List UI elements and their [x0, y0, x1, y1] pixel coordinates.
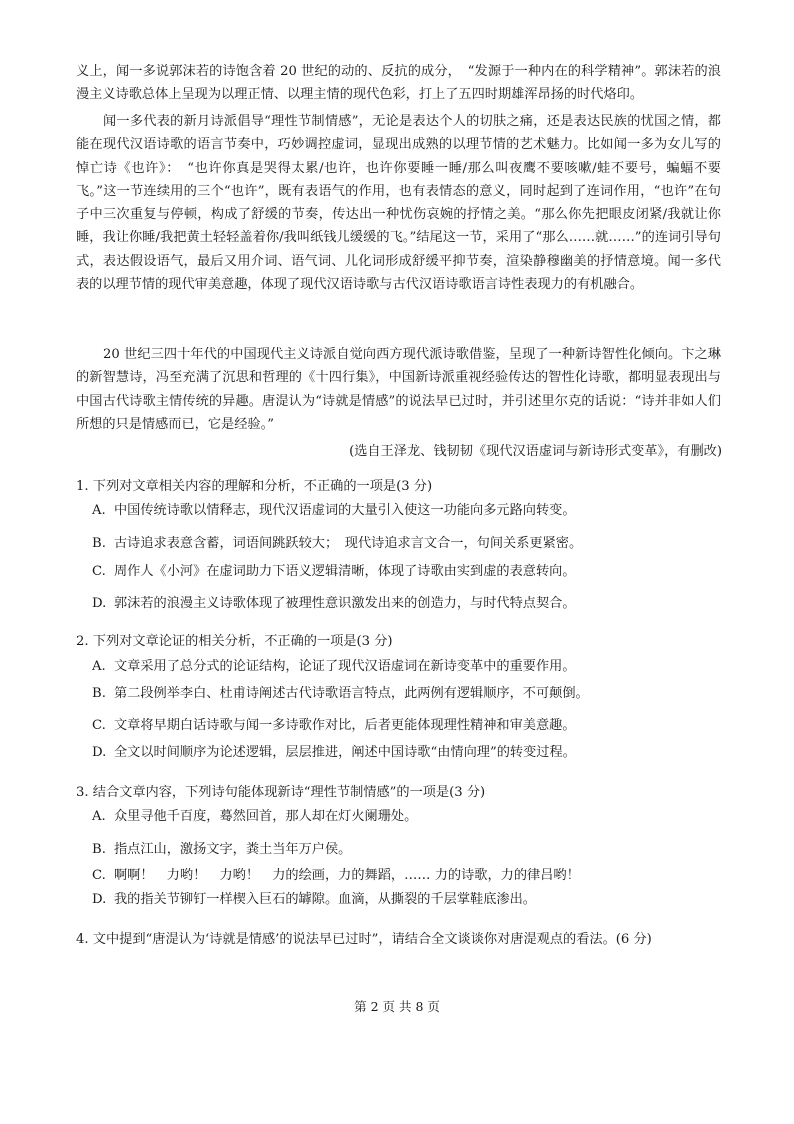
question-4-stem: 4. 文中提到“唐湜认为‘诗就是情感’的说法早已过时”，请结合全文谈谈你对唐湜观点的看法。(6 分)	[76, 932, 652, 947]
option-letter: B.	[92, 686, 106, 701]
option-text: 第二段例举李白、杜甫诗阐述古代诗歌语言特点，此两例有逻辑顺序，不可颠倒。	[114, 686, 589, 701]
option-text: 全文以时间顺序为论述逻辑，层层推进，阐述中国诗歌“由情向理”的转变过程。	[114, 745, 576, 760]
question-2-option-c	[92, 716, 732, 736]
article-source: (选自王泽龙、钱韧韧《现代汉语虚词与新诗形式变革》，有删改)	[349, 444, 722, 459]
option-text: 中国传统诗歌以情释志，现代汉语虚词的大量引入使这一功能向多元路向转变。	[114, 503, 576, 518]
question-3-option-b	[92, 840, 732, 860]
question-3-stem: 3. 结合文章内容，下列诗句能体现新诗“理性节制情感”的一项是(3 分)	[76, 785, 486, 800]
option-text: 文章采用了总分式的论证结构，论证了现代汉语虚词在新诗变革中的重要作用。	[114, 659, 576, 674]
option-text: 郭沫若的浪漫主义诗歌体现了被理性意识激发出来的创造力，与时代特点契合。	[114, 596, 576, 611]
page-number-footer: 第 2 页 共 8 页	[354, 999, 440, 1014]
option-text: 我的指关节铆钉一样楔入巨石的罅隙。血滴，从撕裂的千层掌鞋底渗出。	[114, 892, 536, 907]
option-letter: D.	[92, 892, 107, 907]
question-1-stem: 1. 下列对文章相关内容的理解和分析，不正确的一项是(3 分)	[76, 479, 433, 494]
option-letter: A.	[92, 503, 106, 518]
question-1-option-b	[92, 534, 732, 554]
option-text: 指点江山，激扬文字，粪土当年万户侯。	[114, 842, 352, 857]
option-text: 古诗追求表意含蓄，词语间跳跃较大； 现代诗追求言文合一，句间关系更紧密。	[114, 536, 583, 551]
question-3-option-a	[92, 807, 732, 827]
question-2-option-a	[92, 657, 732, 677]
question-1-option-a	[92, 501, 732, 521]
option-letter: D.	[92, 745, 107, 760]
question-2-stem: 2. 下列对文章论证的相关分析，不正确的一项是(3 分)	[76, 634, 393, 649]
option-text: 周作人《小河》在虚词助力下语义逻辑清晰，体现了诗歌由实到虚的表意转向。	[114, 564, 576, 579]
question-1-option-d	[92, 594, 732, 614]
option-letter: C.	[92, 868, 106, 883]
option-letter: C.	[92, 718, 106, 733]
option-text: 文章将早期白话诗歌与闻一多诗歌作对比，后者更能体现理性精神和审美意趣。	[114, 718, 576, 733]
question-2-option-b	[92, 684, 732, 704]
option-text: 啊啊！ 力哟！ 力哟！ 力的绘画，力的舞蹈，…… 力的诗歌，力的律吕哟！	[114, 868, 580, 883]
question-3-option-c	[92, 866, 732, 886]
article-paragraph-2: 闻一多代表的新月诗派倡导“理性节制情感”，无论是表达个人的切肤之痛，还是表达民族的忧国之情，都能在现代汉语诗歌的语言节奏中，巧妙调控虚词，显现出成熟的以理节情的艺术魅力。比如闻一多为女儿写的悼亡诗《也许》： “也许你真是哭得太累/也许，也许你要睡一睡/那么叫夜鹰不要咳嗽/蛙不要号，蝙蝠不要飞。”这一节连续用的三个“也许”，既有表语气的作用，也有表情态的意义，同时起到了连词作用，“也许”在句子中三次重复与停顿，构成了舒缓的节奏，传达出一种忧伤哀婉的抒情之美。“那么你先把眼皮闭紧/我就让你睡，我让你睡/我把黄土轻轻盖着你/我叫纸钱儿缓缓的飞。”结尾这一节，采用了“那么……就……”的连词引导句式，表达假设语气，最后又用介词、语气词、儿化词形成舒缓平抑节奏，渲染静穆幽美的抒情意境。闻一多代表的以理节情的现代审美意趣，体现了现代汉语诗歌与古代汉语诗歌语言诗性表现力的有机融合。	[76, 114, 721, 293]
question-1-option-c	[92, 562, 732, 582]
option-text: 众里寻他千百度，蓦然回首，那人却在灯火阑珊处。	[114, 809, 418, 824]
option-letter: A.	[92, 809, 106, 824]
option-letter: D.	[92, 596, 107, 611]
option-letter: A.	[92, 659, 106, 674]
option-letter: C.	[92, 564, 106, 579]
article-paragraph-1: 义上，闻一多说郭沫若的诗饱含着 20 世纪的动的、反抗的成分， “发源于一种内在的科学精神”。郭沫若的浪漫主义诗歌总体上呈现为以理正情、以理主情的现代色彩，打上了五四时期雄浑昂扬的时代烙印。	[76, 64, 721, 103]
question-3-option-d	[92, 890, 732, 910]
option-letter: B.	[92, 536, 106, 551]
option-letter: B.	[92, 842, 106, 857]
question-2-option-d	[92, 743, 732, 763]
article-paragraph-3: 20 世纪三四十年代的中国现代主义诗派自觉向西方现代派诗歌借鉴，呈现了一种新诗智性化倾向。卞之琳的新智慧诗，冯至充满了沉思和哲理的《十四行集》，中国新诗派重视经验传达的智性化诗歌，都明显表现出与中国古代诗歌主情传统的异趣。唐湜认为“诗就是情感”的说法早已过时，并引述里尔克的话说：“诗并非如人们所想的只是情感而已，它是经验。”	[76, 347, 721, 432]
